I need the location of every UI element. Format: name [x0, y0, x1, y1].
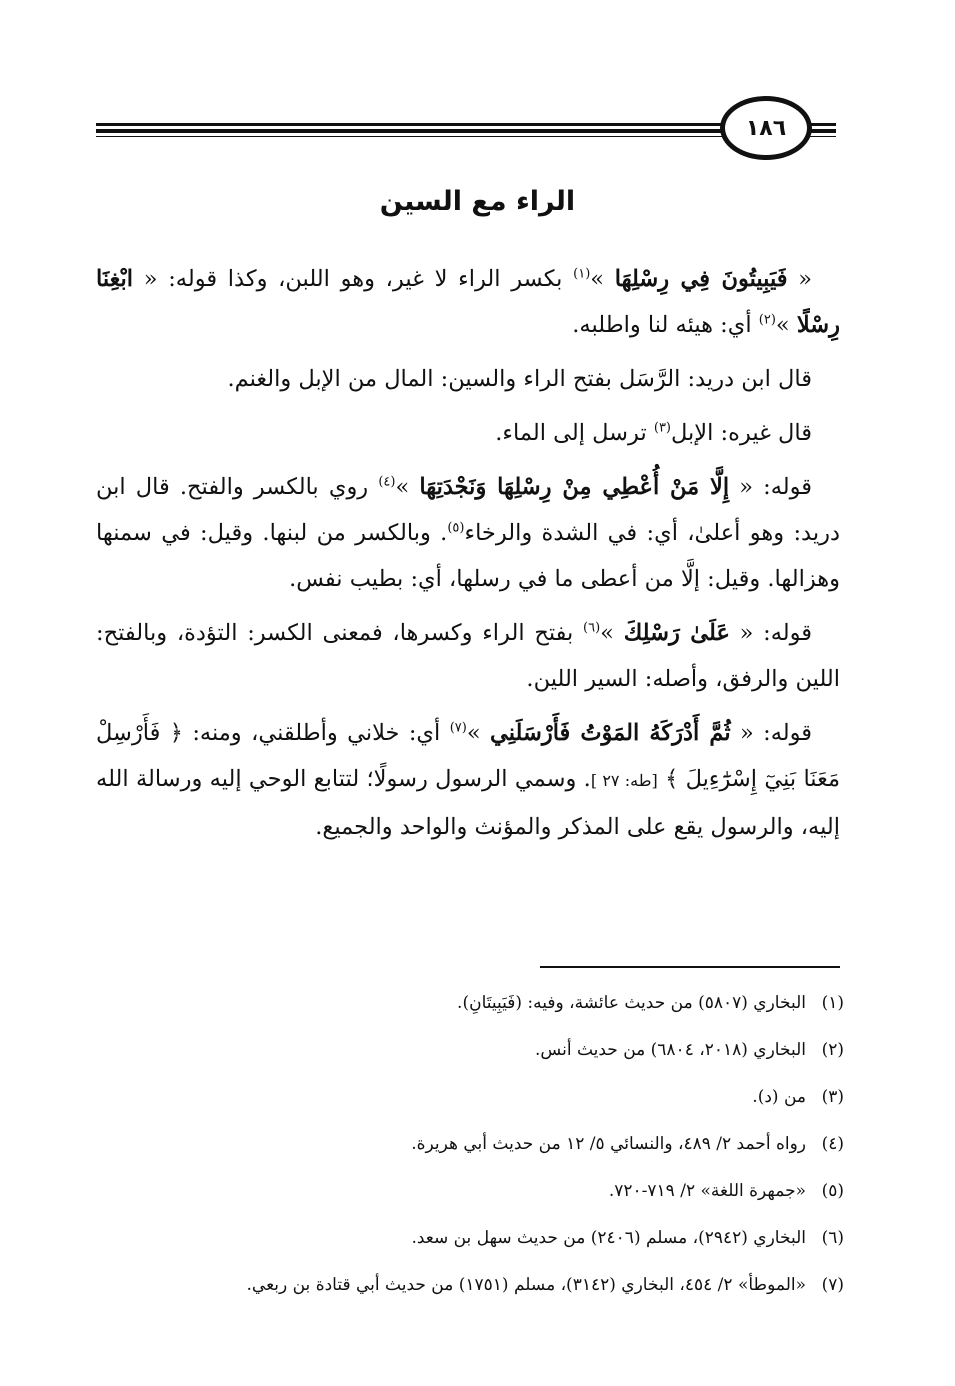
footnote-item	[96, 1262, 844, 1309]
main-text	[96, 256, 840, 850]
footnote-item	[96, 1168, 844, 1215]
footnote-marker: (٥)	[447, 520, 465, 536]
footnotes	[96, 980, 844, 1309]
text-run: . وبالكسر من لبنها. وقيل: في سمنها وهزالها. وقيل: إلَّا من أعطى ما في رسلها، أي: بطيب نفس.	[96, 520, 840, 592]
paragraph	[96, 464, 840, 602]
text-run: روي بالكسر والفتح. قال ابن دريد: وهو أعلىٰ، أي: في الشدة والرخاء	[96, 474, 840, 546]
paragraph	[96, 410, 840, 456]
text-run: قوله: «	[730, 720, 812, 746]
paragraph	[96, 256, 840, 348]
footnote-marker: (٦)	[583, 620, 601, 636]
paragraph	[96, 710, 840, 850]
footnote-marker: (٤)	[378, 474, 396, 490]
footnote-divider	[540, 966, 840, 968]
text-run: »	[466, 720, 490, 746]
footnote-item	[96, 1215, 844, 1262]
paragraph	[96, 610, 840, 702]
footnote-item	[96, 1074, 844, 1121]
hadith-quote: عَلَىٰ رَسْلِكَ	[623, 620, 730, 646]
text-run: »	[395, 474, 420, 500]
footnote-number: (٣)	[821, 1087, 844, 1107]
footnote-item	[96, 980, 844, 1027]
footnote-number: (٧)	[821, 1275, 844, 1295]
footnote-number: (١)	[821, 993, 844, 1013]
text-run: »	[600, 620, 624, 646]
footnote-text: «الموطأ» ٢/ ٤٥٤، البخاري (٣١٤٢)، مسلم (١٧٥١) من حديث أبي قتادة بن ربعي.	[246, 1275, 806, 1295]
footnote-text: رواه أحمد ٢/ ٤٨٩، والنسائي ٥/ ١٢ من حديث أبي هريرة.	[411, 1134, 806, 1154]
footnote-marker: (٣)	[653, 420, 671, 436]
text-run: قوله: «	[729, 474, 812, 500]
footnote-text: «جمهرة اللغة» ٢/ ٧١٩-٧٢٠.	[608, 1181, 806, 1201]
section-title: الراء مع السين	[379, 186, 576, 217]
quran-reference: [طه: ٢٧ ]	[590, 771, 658, 790]
text-run: بفتح الراء وكسرها، فمعنى الكسر: التؤدة، وبالفتح: اللين والرفق، وأصله: السير اللين.	[96, 620, 840, 692]
text-run: بكسر الراء لا غير، وهو اللبن، وكذا قوله: «	[133, 266, 574, 292]
text-run: »	[590, 266, 615, 292]
text-run: »	[775, 312, 797, 338]
text-run: «	[787, 266, 812, 292]
text-run: أي: خلاني وأطلقني، ومنه: ﴿ فَأَرْسِلْ مَعَنَا بَنِيٓ إِسْرَٰٓءِيلَ ﴾	[96, 720, 841, 792]
footnote-text: البخاري (٢٩٤٢)، مسلم (٢٤٠٦) من حديث سهل بن سعد.	[411, 1228, 806, 1248]
footnote-text: البخاري (٥٨٠٧) من حديث عائشة، وفيه: (فَيَبِيتَانِ).	[457, 993, 806, 1013]
footnote-number: (٤)	[821, 1134, 844, 1154]
page-number: ١٨٦	[745, 115, 787, 141]
footnote-text: من (د).	[752, 1087, 806, 1107]
page-number-badge	[720, 96, 812, 160]
footnote-marker: (٧)	[449, 720, 467, 736]
text-run: قال ابن دريد: الرَّسَل بفتح الراء والسين: المال من الإبل والغنم.	[227, 366, 812, 392]
footnote-number: (٢)	[821, 1040, 844, 1060]
hadith-quote: ثُمَّ أَدْرَكَهُ المَوْتُ فَأَرْسَلَنِي	[489, 720, 731, 746]
hadith-quote: ابْغِنَا رِسْلًا	[96, 266, 840, 338]
footnote-marker: (١)	[573, 266, 591, 282]
paragraph	[96, 356, 840, 402]
text-run: ترسل إلى الماء.	[495, 420, 654, 446]
footnote-item	[96, 1027, 844, 1074]
footnote-number: (٦)	[821, 1228, 844, 1248]
text-run: أي: هيئه لنا واطلبه.	[572, 312, 759, 338]
hadith-quote: إِلَّا مَنْ أُعْطِي مِنْ رِسْلِهَا وَنَجْدَتِهَا	[419, 474, 730, 500]
text-run: قوله: «	[729, 620, 813, 646]
footnote-text: البخاري (٢٠١٨، ٦٨٠٤) من حديث أنس.	[535, 1040, 806, 1060]
footnote-number: (٥)	[821, 1181, 844, 1201]
footnote-item	[96, 1121, 844, 1168]
text-run: قال غيره: الإبل	[671, 420, 812, 446]
hadith-quote: فَيَبِيتُونَ فِي رِسْلِهَا	[614, 266, 788, 292]
footnote-marker: (٢)	[758, 312, 776, 328]
text-run: . وسمي الرسول رسولًا؛ لتتابع الوحي إليه ورسالة الله إليه، والرسول يقع على المذكر والمؤنث والواحد والجميع.	[96, 766, 840, 840]
